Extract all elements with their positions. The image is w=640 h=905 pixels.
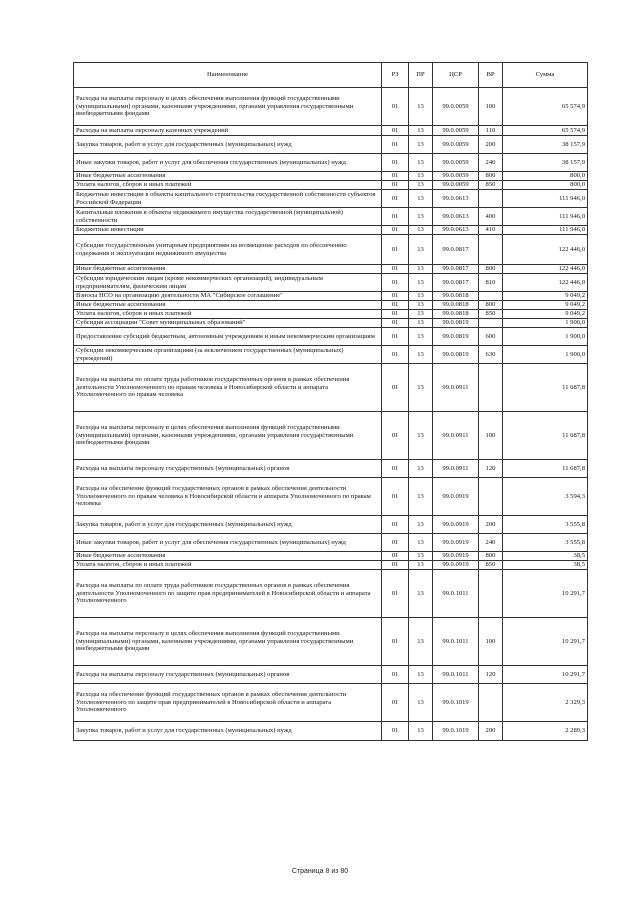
header-vr: ВР <box>479 63 503 88</box>
row-csr-cell: 99.0.0817 <box>433 265 479 274</box>
row-rz-cell: 01 <box>382 722 409 741</box>
row-csr-cell: 99.0.1011 <box>433 666 479 684</box>
row-vr-cell <box>479 190 503 208</box>
row-rz-cell: 01 <box>382 190 409 208</box>
row-rz-cell: 01 <box>382 412 409 460</box>
table-row <box>74 534 588 552</box>
row-rz-cell: 01 <box>382 346 409 364</box>
table-row <box>74 265 588 274</box>
row-name-cell: Закупка товаров, работ и услуг для государственных (муниципальных) нужд <box>74 722 382 741</box>
row-sum-cell: 9 049,2 <box>503 301 588 310</box>
row-csr-cell: 99.0.0818 <box>433 292 479 301</box>
row-name-cell: Расходы на выплаты персоналу казенных учреждений <box>74 126 382 136</box>
row-csr-cell: 99.0.0059 <box>433 126 479 136</box>
row-pr-cell: 13 <box>409 310 433 319</box>
table-row <box>74 172 588 181</box>
row-vr-cell: 240 <box>479 154 503 172</box>
row-pr-cell: 13 <box>409 226 433 235</box>
row-pr-cell: 13 <box>409 618 433 666</box>
header-sum: Сумма <box>503 63 588 88</box>
row-pr-cell: 13 <box>409 274 433 292</box>
row-rz-cell: 01 <box>382 181 409 190</box>
table-row <box>74 319 588 328</box>
row-sum-cell: 9 049,2 <box>503 292 588 301</box>
row-sum-cell: 10 291,7 <box>503 666 588 684</box>
row-pr-cell: 13 <box>409 235 433 265</box>
row-rz-cell: 01 <box>382 126 409 136</box>
row-pr-cell: 13 <box>409 208 433 226</box>
row-name-cell: Предоставление субсидий бюджетным, автономным учреждениям и иным некоммерческим организациям <box>74 328 382 346</box>
row-csr-cell: 99.0.0059 <box>433 181 479 190</box>
row-sum-cell: 1 900,0 <box>503 319 588 328</box>
row-csr-cell: 99.0.0919 <box>433 552 479 561</box>
row-name-cell: Расходы на выплаты персоналу государственных (муниципальных) органов <box>74 666 382 684</box>
row-vr-cell <box>479 235 503 265</box>
row-name-cell: Иные бюджетные ассигнования <box>74 301 382 310</box>
header-pr: ПР <box>409 63 433 88</box>
row-vr-cell <box>479 319 503 328</box>
table-row <box>74 208 588 226</box>
row-vr-cell: 810 <box>479 274 503 292</box>
row-csr-cell: 99.0.1019 <box>433 722 479 741</box>
row-csr-cell: 99.0.0817 <box>433 235 479 265</box>
row-csr-cell: 99.0.0059 <box>433 154 479 172</box>
row-rz-cell: 01 <box>382 292 409 301</box>
row-rz-cell: 01 <box>382 235 409 265</box>
row-name-cell: Субсидии государственным унитарным предприятиям на возмещение расходов по обеспечению содержания и эксплуатации недвижимого имущества <box>74 235 382 265</box>
row-pr-cell: 13 <box>409 190 433 208</box>
table-row <box>74 364 588 412</box>
row-csr-cell: 99.0.0911 <box>433 412 479 460</box>
row-name-cell: Иные бюджетные ассигнования <box>74 172 382 181</box>
row-sum-cell: 122 446,0 <box>503 265 588 274</box>
row-sum-cell: 11 687,8 <box>503 364 588 412</box>
row-vr-cell: 120 <box>479 666 503 684</box>
row-name-cell: Расходы на обеспечение функций государственных органов в рамках обеспечения деятельности Уполномоченного по правам человека в Новосибирской области и аппарата Уполномоченного по правам человека <box>74 478 382 516</box>
row-pr-cell: 13 <box>409 722 433 741</box>
row-pr-cell: 13 <box>409 684 433 722</box>
table-row <box>74 136 588 154</box>
table-row <box>74 154 588 172</box>
table-row <box>74 552 588 561</box>
row-sum-cell: 122 446,0 <box>503 274 588 292</box>
row-name-cell: Иные бюджетные ассигнования <box>74 265 382 274</box>
row-vr-cell: 110 <box>479 126 503 136</box>
row-name-cell: Бюджетные инвестиции в объекты капитального строительства государственной собственности субъектов Российской Федерации <box>74 190 382 208</box>
row-sum-cell: 9 049,2 <box>503 310 588 319</box>
row-csr-cell: 99.0.0613 <box>433 226 479 235</box>
table-row <box>74 684 588 722</box>
row-rz-cell: 01 <box>382 301 409 310</box>
row-csr-cell: 99.0.0059 <box>433 136 479 154</box>
row-name-cell: Уплата налогов, сборов и иных платежей <box>74 310 382 319</box>
row-rz-cell: 01 <box>382 460 409 478</box>
row-csr-cell: 99.0.0919 <box>433 561 479 570</box>
row-pr-cell: 13 <box>409 154 433 172</box>
row-sum-cell: 38 157,9 <box>503 154 588 172</box>
row-rz-cell: 01 <box>382 552 409 561</box>
table-row <box>74 88 588 126</box>
row-vr-cell: 800 <box>479 552 503 561</box>
row-sum-cell: 2 289,3 <box>503 722 588 741</box>
table-header <box>74 63 588 88</box>
page-number: Страница 8 из 80 <box>291 868 349 875</box>
row-sum-cell: 1 900,0 <box>503 328 588 346</box>
row-vr-cell <box>479 570 503 618</box>
row-name-cell: Уплата налогов, сборов и иных платежей <box>74 561 382 570</box>
table-row <box>74 328 588 346</box>
row-name-cell: Расходы на обеспечение функций государственных органов в рамках обеспечения деятельности Уполномоченного по защите прав предпринимателей в Новосибирской области и аппарата Уполномоченного <box>74 684 382 722</box>
table-row <box>74 346 588 364</box>
row-pr-cell: 13 <box>409 265 433 274</box>
row-sum-cell: 11 687,8 <box>503 460 588 478</box>
row-sum-cell: 10 291,7 <box>503 618 588 666</box>
row-sum-cell: 111 946,0 <box>503 208 588 226</box>
row-vr-cell: 600 <box>479 328 503 346</box>
row-csr-cell: 99.0.0613 <box>433 190 479 208</box>
budget-table <box>73 62 588 741</box>
row-vr-cell: 240 <box>479 534 503 552</box>
header-name: Наименование <box>74 63 382 88</box>
table-row <box>74 181 588 190</box>
row-csr-cell: 99.0.1019 <box>433 684 479 722</box>
table-row <box>74 618 588 666</box>
row-rz-cell: 01 <box>382 534 409 552</box>
row-csr-cell: 99.0.0818 <box>433 310 479 319</box>
row-pr-cell: 13 <box>409 412 433 460</box>
row-vr-cell: 850 <box>479 181 503 190</box>
row-rz-cell: 01 <box>382 172 409 181</box>
table-row <box>74 310 588 319</box>
header-csr: ЦСР <box>433 63 479 88</box>
row-name-cell: Иные закупки товаров, работ и услуг для обеспечения государственных (муниципальных) нужд <box>74 154 382 172</box>
row-sum-cell: 3 555,8 <box>503 534 588 552</box>
table-row <box>74 478 588 516</box>
row-rz-cell: 01 <box>382 265 409 274</box>
row-vr-cell: 200 <box>479 136 503 154</box>
row-rz-cell: 01 <box>382 570 409 618</box>
row-sum-cell: 3 594,3 <box>503 478 588 516</box>
row-sum-cell: 800,0 <box>503 181 588 190</box>
row-csr-cell: 99.0.0817 <box>433 274 479 292</box>
row-pr-cell: 13 <box>409 552 433 561</box>
row-pr-cell: 13 <box>409 534 433 552</box>
row-vr-cell <box>479 478 503 516</box>
row-rz-cell: 01 <box>382 310 409 319</box>
row-sum-cell: 65 574,9 <box>503 88 588 126</box>
row-name-cell: Расходы на выплаты персоналу государственных (муниципальных) органов <box>74 460 382 478</box>
row-csr-cell: 99.0.0613 <box>433 208 479 226</box>
row-sum-cell: 122 446,0 <box>503 235 588 265</box>
table-row <box>74 460 588 478</box>
row-rz-cell: 01 <box>382 561 409 570</box>
row-name-cell: Взносы НСО на организацию деятельности МА "Сибирское соглашение" <box>74 292 382 301</box>
row-sum-cell: 3 555,8 <box>503 516 588 534</box>
row-vr-cell: 100 <box>479 618 503 666</box>
table-row <box>74 722 588 741</box>
row-vr-cell <box>479 364 503 412</box>
row-sum-cell: 38,5 <box>503 561 588 570</box>
table-row <box>74 274 588 292</box>
row-sum-cell: 1 900,0 <box>503 346 588 364</box>
table-row <box>74 516 588 534</box>
row-pr-cell: 13 <box>409 570 433 618</box>
row-pr-cell: 13 <box>409 136 433 154</box>
row-csr-cell: 99.0.0911 <box>433 460 479 478</box>
row-vr-cell: 400 <box>479 208 503 226</box>
row-name-cell: Иные закупки товаров, работ и услуг для обеспечения государственных (муниципальных) нужд <box>74 534 382 552</box>
row-sum-cell: 111 946,0 <box>503 226 588 235</box>
row-rz-cell: 01 <box>382 208 409 226</box>
table-row <box>74 126 588 136</box>
table-row <box>74 412 588 460</box>
row-name-cell: Закупка товаров, работ и услуг для государственных (муниципальных) нужд <box>74 516 382 534</box>
row-vr-cell: 100 <box>479 412 503 460</box>
row-rz-cell: 01 <box>382 226 409 235</box>
row-rz-cell: 01 <box>382 274 409 292</box>
table-row <box>74 561 588 570</box>
row-sum-cell: 10 291,7 <box>503 570 588 618</box>
row-name-cell: Расходы на выплаты персоналу в целях обеспечения выполнения функций государственными (муниципальными) органами, казенными учреждениями, органами управления государственными внебюджетными фондами <box>74 618 382 666</box>
row-name-cell: Субсидии юридическим лицам (кроме некоммерческих организаций), индивидуальным предпринимателям, физическим лицам <box>74 274 382 292</box>
row-vr-cell: 410 <box>479 226 503 235</box>
row-rz-cell: 01 <box>382 478 409 516</box>
table-row <box>74 570 588 618</box>
row-csr-cell: 99.0.0919 <box>433 534 479 552</box>
row-name-cell: Бюджетные инвестиции <box>74 226 382 235</box>
row-sum-cell: 38 157,9 <box>503 136 588 154</box>
row-rz-cell: 01 <box>382 618 409 666</box>
row-vr-cell: 120 <box>479 460 503 478</box>
row-rz-cell: 01 <box>382 516 409 534</box>
row-csr-cell: 99.0.0919 <box>433 516 479 534</box>
row-vr-cell: 100 <box>479 88 503 126</box>
row-rz-cell: 01 <box>382 136 409 154</box>
row-csr-cell: 99.0.0059 <box>433 172 479 181</box>
row-vr-cell: 850 <box>479 561 503 570</box>
row-csr-cell: 99.0.0818 <box>433 301 479 310</box>
row-rz-cell: 01 <box>382 364 409 412</box>
table-row <box>74 301 588 310</box>
row-csr-cell: 99.0.1011 <box>433 618 479 666</box>
row-vr-cell: 800 <box>479 301 503 310</box>
row-pr-cell: 13 <box>409 328 433 346</box>
row-vr-cell <box>479 684 503 722</box>
row-pr-cell: 13 <box>409 301 433 310</box>
row-vr-cell: 200 <box>479 516 503 534</box>
row-pr-cell: 13 <box>409 292 433 301</box>
row-sum-cell: 111 946,0 <box>503 190 588 208</box>
row-pr-cell: 13 <box>409 319 433 328</box>
row-sum-cell: 800,0 <box>503 172 588 181</box>
row-csr-cell: 99.0.1011 <box>433 570 479 618</box>
row-name-cell: Уплата налогов, сборов и иных платежей <box>74 181 382 190</box>
row-sum-cell: 38,5 <box>503 552 588 561</box>
header-row <box>74 63 588 88</box>
row-csr-cell: 99.0.0059 <box>433 88 479 126</box>
row-pr-cell: 13 <box>409 666 433 684</box>
row-name-cell: Закупка товаров, работ и услуг для государственных (муниципальных) нужд <box>74 136 382 154</box>
row-name-cell: Капитальные вложения в объекты недвижимого имущества государственной (муниципальной) собственности <box>74 208 382 226</box>
row-pr-cell: 13 <box>409 478 433 516</box>
row-pr-cell: 13 <box>409 516 433 534</box>
table-row <box>74 235 588 265</box>
row-rz-cell: 01 <box>382 319 409 328</box>
row-csr-cell: 99.0.0819 <box>433 346 479 364</box>
row-name-cell: Расходы на выплаты персоналу в целях обеспечения выполнения функций государственными (муниципальными) органами, казенными учреждениями, органами управления государственными внебюджетными фондами <box>74 88 382 126</box>
table-row <box>74 292 588 301</box>
row-csr-cell: 99.0.0911 <box>433 364 479 412</box>
row-name-cell: Расходы на выплаты по оплате труда работников государственных органов в рамках обеспечения деятельности Уполномоченного по правам человека в Новосибирской области и аппарата Уполномоченного по правам человека <box>74 364 382 412</box>
row-sum-cell: 11 687,8 <box>503 412 588 460</box>
table-row <box>74 666 588 684</box>
row-rz-cell: 01 <box>382 328 409 346</box>
row-pr-cell: 13 <box>409 460 433 478</box>
row-pr-cell: 13 <box>409 346 433 364</box>
row-pr-cell: 13 <box>409 364 433 412</box>
row-vr-cell: 630 <box>479 346 503 364</box>
row-rz-cell: 01 <box>382 684 409 722</box>
row-pr-cell: 13 <box>409 88 433 126</box>
table-body <box>74 88 588 741</box>
row-vr-cell: 200 <box>479 722 503 741</box>
row-name-cell: Субсидия ассоциации "Совет муниципальных образований" <box>74 319 382 328</box>
row-csr-cell: 99.0.0919 <box>433 478 479 516</box>
row-pr-cell: 13 <box>409 181 433 190</box>
header-rz: РЗ <box>382 63 409 88</box>
row-csr-cell: 99.0.0819 <box>433 328 479 346</box>
row-sum-cell: 2 329,3 <box>503 684 588 722</box>
row-name-cell: Иные бюджетные ассигнования <box>74 552 382 561</box>
row-sum-cell: 65 574,9 <box>503 126 588 136</box>
row-pr-cell: 13 <box>409 561 433 570</box>
row-pr-cell: 13 <box>409 172 433 181</box>
row-name-cell: Расходы на выплаты по оплате труда работников государственных органов в рамках обеспечения деятельности Уполномоченного по защите прав предпринимателей в Новосибирской области и аппарата Уполномоченного <box>74 570 382 618</box>
table-row <box>74 190 588 208</box>
row-vr-cell <box>479 292 503 301</box>
row-name-cell: Расходы на выплаты персоналу в целях обеспечения выполнения функций государственными (муниципальными) органами, казенными учреждениями, органами управления государственными внебюджетными фондами <box>74 412 382 460</box>
table-row <box>74 226 588 235</box>
row-rz-cell: 01 <box>382 154 409 172</box>
row-vr-cell: 850 <box>479 310 503 319</box>
row-rz-cell: 01 <box>382 88 409 126</box>
row-rz-cell: 01 <box>382 666 409 684</box>
row-pr-cell: 13 <box>409 126 433 136</box>
row-vr-cell: 800 <box>479 172 503 181</box>
row-csr-cell: 99.0.0819 <box>433 319 479 328</box>
row-name-cell: Субсидии некоммерческим организациям (за исключением государственных (муниципальных) учреждений) <box>74 346 382 364</box>
row-vr-cell: 800 <box>479 265 503 274</box>
